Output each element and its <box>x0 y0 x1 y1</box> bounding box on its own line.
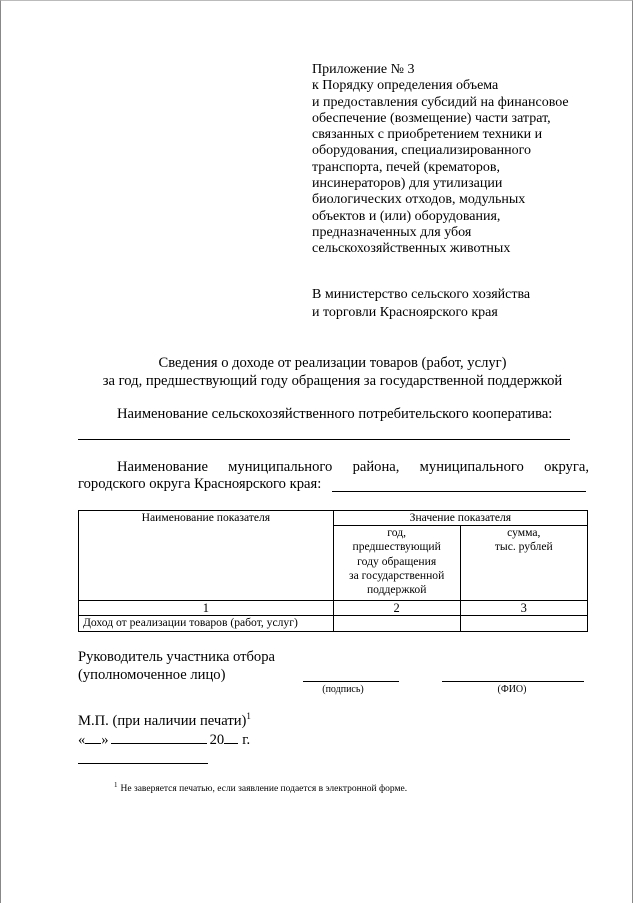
income-row-label: Доход от реализации товаров (работ, услуг) <box>79 616 334 631</box>
appendix-line: к Порядку определения объема <box>312 78 499 94</box>
appendix-line: биологических отходов, модульных <box>312 192 526 208</box>
signature-field[interactable] <box>303 681 399 682</box>
appendix-line: объектов и (или) оборудования, <box>312 208 501 224</box>
footnote-mark: 1 <box>114 781 118 789</box>
year-field[interactable] <box>224 731 238 744</box>
recipient-line: и торговли Красноярского края <box>312 305 498 320</box>
footnote <box>114 781 407 794</box>
appendix-block <box>312 62 612 258</box>
signature-label-line: (уполномоченное лицо) <box>78 667 226 683</box>
income-year-cell[interactable] <box>333 616 460 631</box>
municipality-name-field[interactable] <box>332 491 586 492</box>
municipality-word: муниципального <box>419 459 524 475</box>
income-sum-cell[interactable] <box>460 616 587 631</box>
cooperative-name-field[interactable] <box>78 439 570 440</box>
cooperative-label: Наименование сельскохозяйственного потребительского кооператива: <box>117 406 553 422</box>
column-number: 2 <box>333 601 460 616</box>
signature-label-line: Руководитель участника отбора <box>78 649 275 665</box>
appendix-line: транспорта, печей (крематоров, <box>312 159 500 175</box>
appendix-title: Приложение № 3 <box>312 62 415 77</box>
municipality-word: Наименование <box>117 459 208 475</box>
table-row <box>79 616 588 631</box>
stamp-label: М.П. (при наличии печати)$^1$ <box>78 711 251 729</box>
appendix-line: и предоставления субсидий на финансовое <box>312 94 569 110</box>
recipient-block <box>312 286 530 322</box>
appendix-line: обеспечение (возмещение) части затрат, <box>312 110 551 126</box>
signature-caption: (подпись) <box>322 684 364 695</box>
column-number: 3 <box>460 601 587 616</box>
header-indicator-value: Значение показателя <box>333 511 587 526</box>
income-table <box>78 510 588 632</box>
header-year: год, предшествующий году обращения за государственной поддержкой <box>333 526 460 601</box>
column-number: 1 <box>79 601 334 616</box>
footnote-text: Не заверяется печатью, если заявление подается в электронной форме. <box>120 784 408 794</box>
municipality-label-line2: городского округа Красноярского края: <box>78 476 322 492</box>
municipality-word: района, <box>352 459 400 475</box>
full-name-caption: (ФИО) <box>497 684 527 695</box>
header-indicator-name: Наименование показателя <box>79 511 334 601</box>
appendix-line: оборудования, специализированного <box>312 143 532 159</box>
appendix-line: сельскохозяйственных животных <box>312 241 511 257</box>
appendix-line: инсинераторов) для утилизации <box>312 176 503 192</box>
day-field[interactable] <box>85 731 101 744</box>
municipality-label-row <box>117 459 589 476</box>
table-number-row <box>79 601 588 616</box>
head-signature-label <box>78 648 275 684</box>
footnote-reference: 1 <box>246 711 251 721</box>
document-title: Сведения о доходе от реализации товаров (работ, услуг) <box>158 355 507 371</box>
recipient-line: В министерство сельского хозяйства <box>312 287 531 302</box>
appendix-line: предназначенных для убоя <box>312 224 472 240</box>
appendix-line: связанных с приобретением техники и <box>312 127 543 143</box>
month-field[interactable] <box>111 731 207 744</box>
header-sum: сумма, тыс. рублей <box>460 526 587 601</box>
footnote-divider <box>78 763 208 764</box>
date-line: « » 20 г. <box>78 732 251 748</box>
document-subtitle: за год, предшествующий году обращения за государственной поддержкой <box>102 373 563 389</box>
municipality-word: муниципального <box>228 459 333 475</box>
municipality-word: округа, <box>544 459 589 475</box>
full-name-field[interactable] <box>442 681 584 682</box>
